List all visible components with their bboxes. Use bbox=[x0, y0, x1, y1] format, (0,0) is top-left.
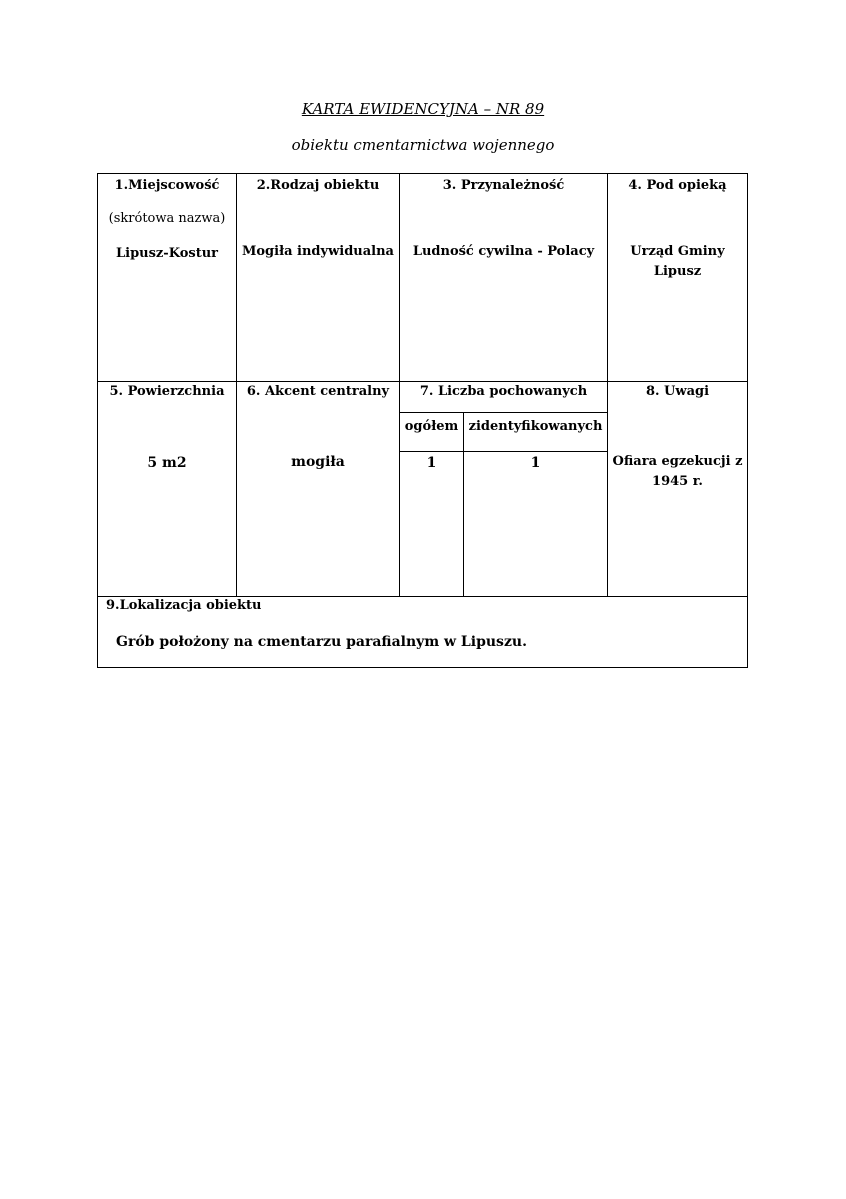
rodzaj-label: 2.Rodzaj obiektu bbox=[256, 178, 380, 193]
liczba-label: 7. Liczba pochowanych bbox=[419, 384, 588, 399]
przynaleznosc-label: 3. Przynależność bbox=[442, 178, 565, 193]
uwagi-value-line2: 1945 r. bbox=[652, 474, 703, 489]
opieka-label: 4. Pod opieką bbox=[628, 178, 727, 193]
liczba-col-ogolem: ogółem bbox=[404, 419, 459, 434]
lokalizacja-label: 9.Lokalizacja obiektu bbox=[106, 598, 262, 613]
akcent-value: mogiła bbox=[291, 454, 345, 470]
liczba-val-ogolem: 1 bbox=[426, 455, 437, 471]
miejscowosc-value: Lipusz-Kostur bbox=[115, 246, 219, 261]
card-title: KARTA EWIDENCYJNA – NR 89 bbox=[301, 100, 545, 118]
powierzchnia-label: 5. Powierzchnia bbox=[109, 384, 225, 399]
divider-liczba-header bbox=[399, 412, 607, 413]
miejscowosc-label: 1.Miejscowość bbox=[114, 178, 220, 193]
lokalizacja-value: Grób położony na cmentarzu parafialnym w Lipuszu. bbox=[116, 634, 527, 650]
liczba-col-zidentyfikowanych: zidentyfikowanych bbox=[468, 419, 603, 434]
liczba-val-zidentyfikowanych: 1 bbox=[530, 455, 541, 471]
opieka-value-line1: Urząd Gminy bbox=[630, 244, 725, 259]
divider-liczba-subheader bbox=[399, 451, 607, 452]
akcent-label: 6. Akcent centralny bbox=[246, 384, 390, 399]
opieka-value-line2: Lipusz bbox=[653, 264, 702, 279]
uwagi-value-line1: Ofiara egzekucji z bbox=[612, 454, 743, 469]
powierzchnia-value: 5 m2 bbox=[147, 455, 187, 471]
record-card bbox=[97, 173, 748, 668]
miejscowosc-sublabel: (skrótowa nazwa) bbox=[108, 211, 226, 226]
uwagi-label: 8. Uwagi bbox=[645, 384, 710, 399]
rodzaj-value: Mogiła indywidualna bbox=[242, 244, 394, 259]
przynaleznosc-value: Ludność cywilna - Polacy bbox=[412, 244, 595, 259]
divider-liczba-inner bbox=[463, 412, 464, 596]
card-subtitle: obiektu cmentarnictwa wojennego bbox=[291, 136, 555, 154]
